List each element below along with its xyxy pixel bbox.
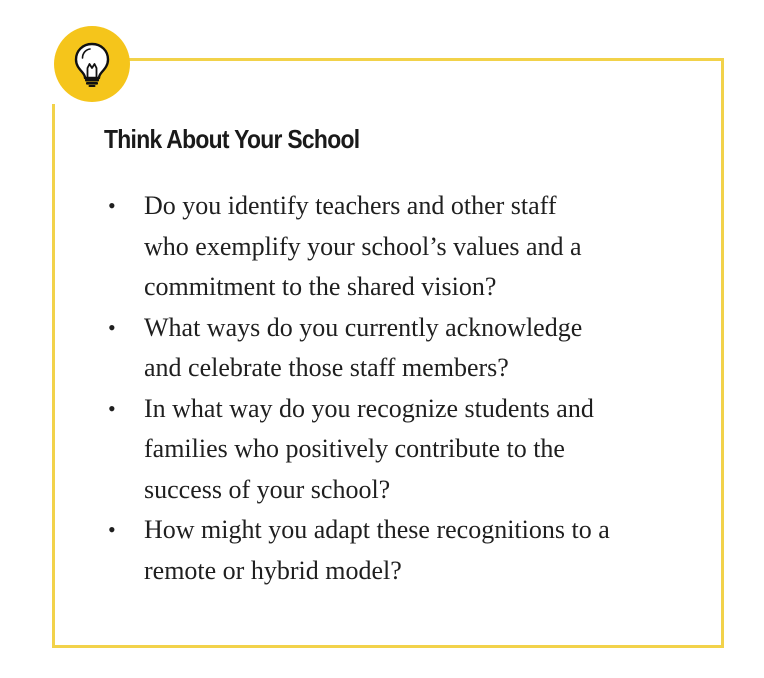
bullet-marker: • (108, 395, 116, 421)
question-line: What ways do you currently acknowledge (144, 312, 583, 342)
bullet-marker: • (108, 517, 116, 542)
question-line: families who positively contribute to the (144, 434, 565, 463)
question-item (104, 389, 664, 511)
lightbulb-icon (72, 41, 112, 87)
bullet-marker: • (108, 193, 116, 218)
question-item (104, 186, 664, 308)
question-item (104, 308, 664, 389)
question-line: In what way do you recognize students and (144, 393, 594, 423)
card-heading: Think About Your School (104, 124, 360, 154)
bullet-marker: • (108, 314, 116, 340)
question-line: success of your school? (144, 474, 391, 504)
question-item (104, 510, 664, 591)
question-line: and celebrate those staff members? (144, 353, 509, 382)
lightbulb-badge (54, 26, 130, 102)
question-list (104, 186, 664, 591)
reflection-card (52, 58, 724, 648)
question-line: How might you adapt these recognitions to a (144, 515, 610, 544)
question-line: remote or hybrid model? (144, 555, 402, 585)
question-line: commitment to the shared vision? (144, 272, 497, 301)
question-line: who exemplify your school’s values and a (144, 231, 582, 261)
question-line: Do you identify teachers and other staff (144, 191, 557, 220)
